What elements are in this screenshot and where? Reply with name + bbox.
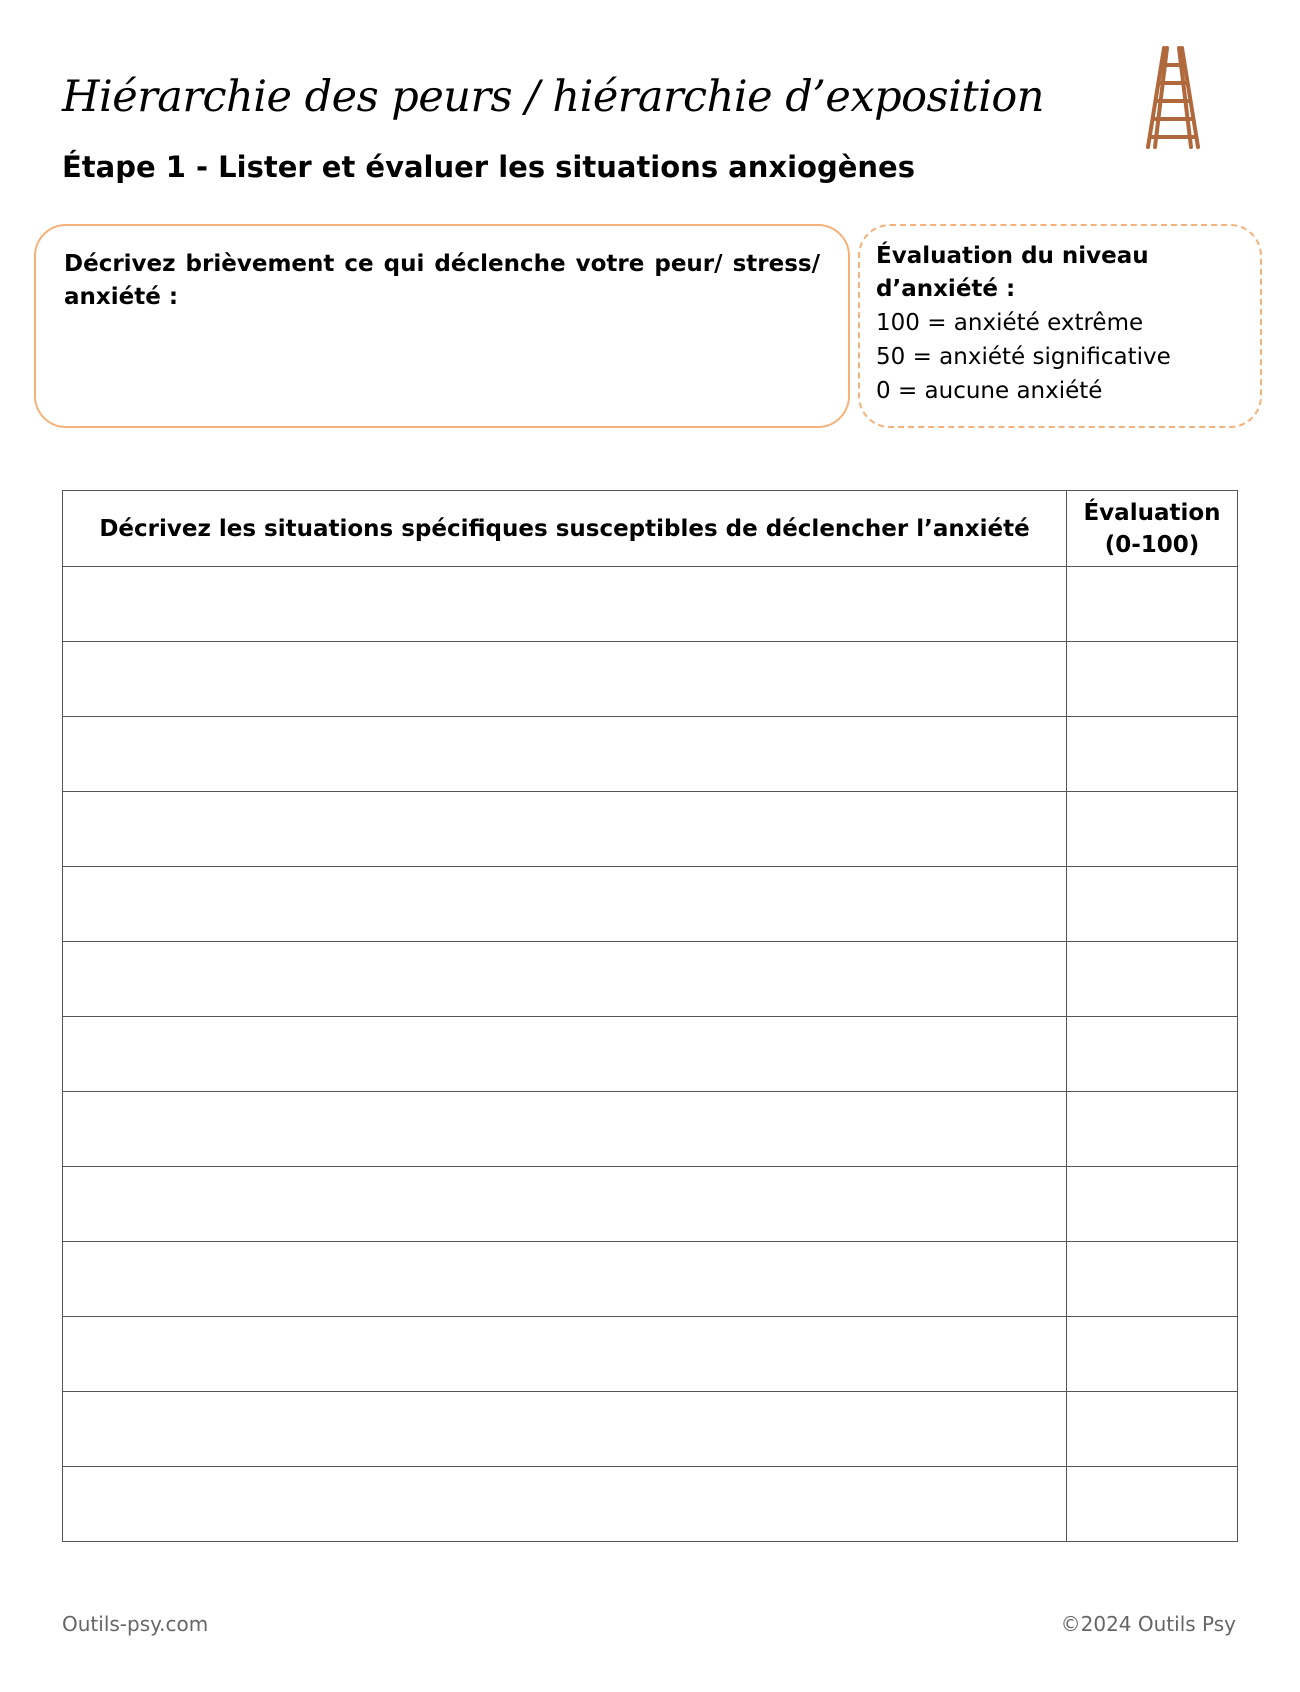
- situation-cell[interactable]: [63, 867, 1067, 942]
- trigger-description-label: Décrivez brièvement ce qui déclenche votre peur/ stress/ anxiété :: [64, 251, 820, 310]
- table-row: [63, 1167, 1238, 1242]
- table-row: [63, 1317, 1238, 1392]
- table-row: [63, 717, 1238, 792]
- ladder-icon: [1142, 45, 1204, 150]
- anxiety-rating-legend: [858, 224, 1262, 428]
- table-row: [63, 942, 1238, 1017]
- rating-scale-high: 100 = anxiété extrême: [876, 310, 1144, 336]
- column-header-description: Décrivez les situations spécifiques susceptibles de déclencher l’anxiété: [63, 491, 1067, 567]
- situation-cell[interactable]: [63, 1242, 1067, 1317]
- situation-cell[interactable]: [63, 1467, 1067, 1542]
- table-row: [63, 867, 1238, 942]
- situations-table: [62, 490, 1238, 1542]
- column-header-rating-line2: (0-100): [1104, 531, 1200, 558]
- rating-legend-heading: Évaluation du niveau d’anxiété :: [876, 243, 1149, 302]
- situation-cell[interactable]: [63, 792, 1067, 867]
- footer-website: Outils-psy.com: [62, 1612, 209, 1636]
- table-row: [63, 1092, 1238, 1167]
- table-row: [63, 1392, 1238, 1467]
- rating-cell[interactable]: [1067, 567, 1238, 642]
- page-subtitle: Étape 1 - Lister et évaluer les situations anxiogènes: [62, 150, 915, 184]
- rating-cell[interactable]: [1067, 717, 1238, 792]
- trigger-description-box[interactable]: [34, 224, 850, 428]
- situation-cell[interactable]: [63, 1392, 1067, 1467]
- rating-cell[interactable]: [1067, 867, 1238, 942]
- rating-cell[interactable]: [1067, 1242, 1238, 1317]
- situation-cell[interactable]: [63, 717, 1067, 792]
- footer-copyright: ©2024 Outils Psy: [1060, 1612, 1236, 1636]
- situation-cell[interactable]: [63, 1167, 1067, 1242]
- situation-cell[interactable]: [63, 1092, 1067, 1167]
- situation-cell[interactable]: [63, 567, 1067, 642]
- table-row: [63, 1017, 1238, 1092]
- rating-scale-low: 0 = aucune anxiété: [876, 378, 1103, 404]
- table-header-row: [63, 491, 1238, 567]
- situation-cell[interactable]: [63, 642, 1067, 717]
- rating-cell[interactable]: [1067, 1017, 1238, 1092]
- rating-cell[interactable]: [1067, 1317, 1238, 1392]
- rating-cell[interactable]: [1067, 792, 1238, 867]
- rating-cell[interactable]: [1067, 642, 1238, 717]
- situation-cell[interactable]: [63, 942, 1067, 1017]
- table-row: [63, 1242, 1238, 1317]
- rating-scale-mid: 50 = anxiété significative: [876, 344, 1171, 370]
- column-header-rating-line1: Évaluation: [1083, 499, 1221, 526]
- table-row: [63, 1467, 1238, 1542]
- rating-cell[interactable]: [1067, 1467, 1238, 1542]
- rating-cell[interactable]: [1067, 1167, 1238, 1242]
- page-title: Hiérarchie des peurs / hiérarchie d’exposition: [62, 72, 1044, 122]
- rating-cell[interactable]: [1067, 942, 1238, 1017]
- table-row: [63, 642, 1238, 717]
- rating-cell[interactable]: [1067, 1092, 1238, 1167]
- rating-cell[interactable]: [1067, 1392, 1238, 1467]
- situation-cell[interactable]: [63, 1017, 1067, 1092]
- table-row: [63, 792, 1238, 867]
- column-header-rating: [1067, 491, 1238, 567]
- situation-cell[interactable]: [63, 1317, 1067, 1392]
- situations-table-body: [63, 567, 1238, 1542]
- table-row: [63, 567, 1238, 642]
